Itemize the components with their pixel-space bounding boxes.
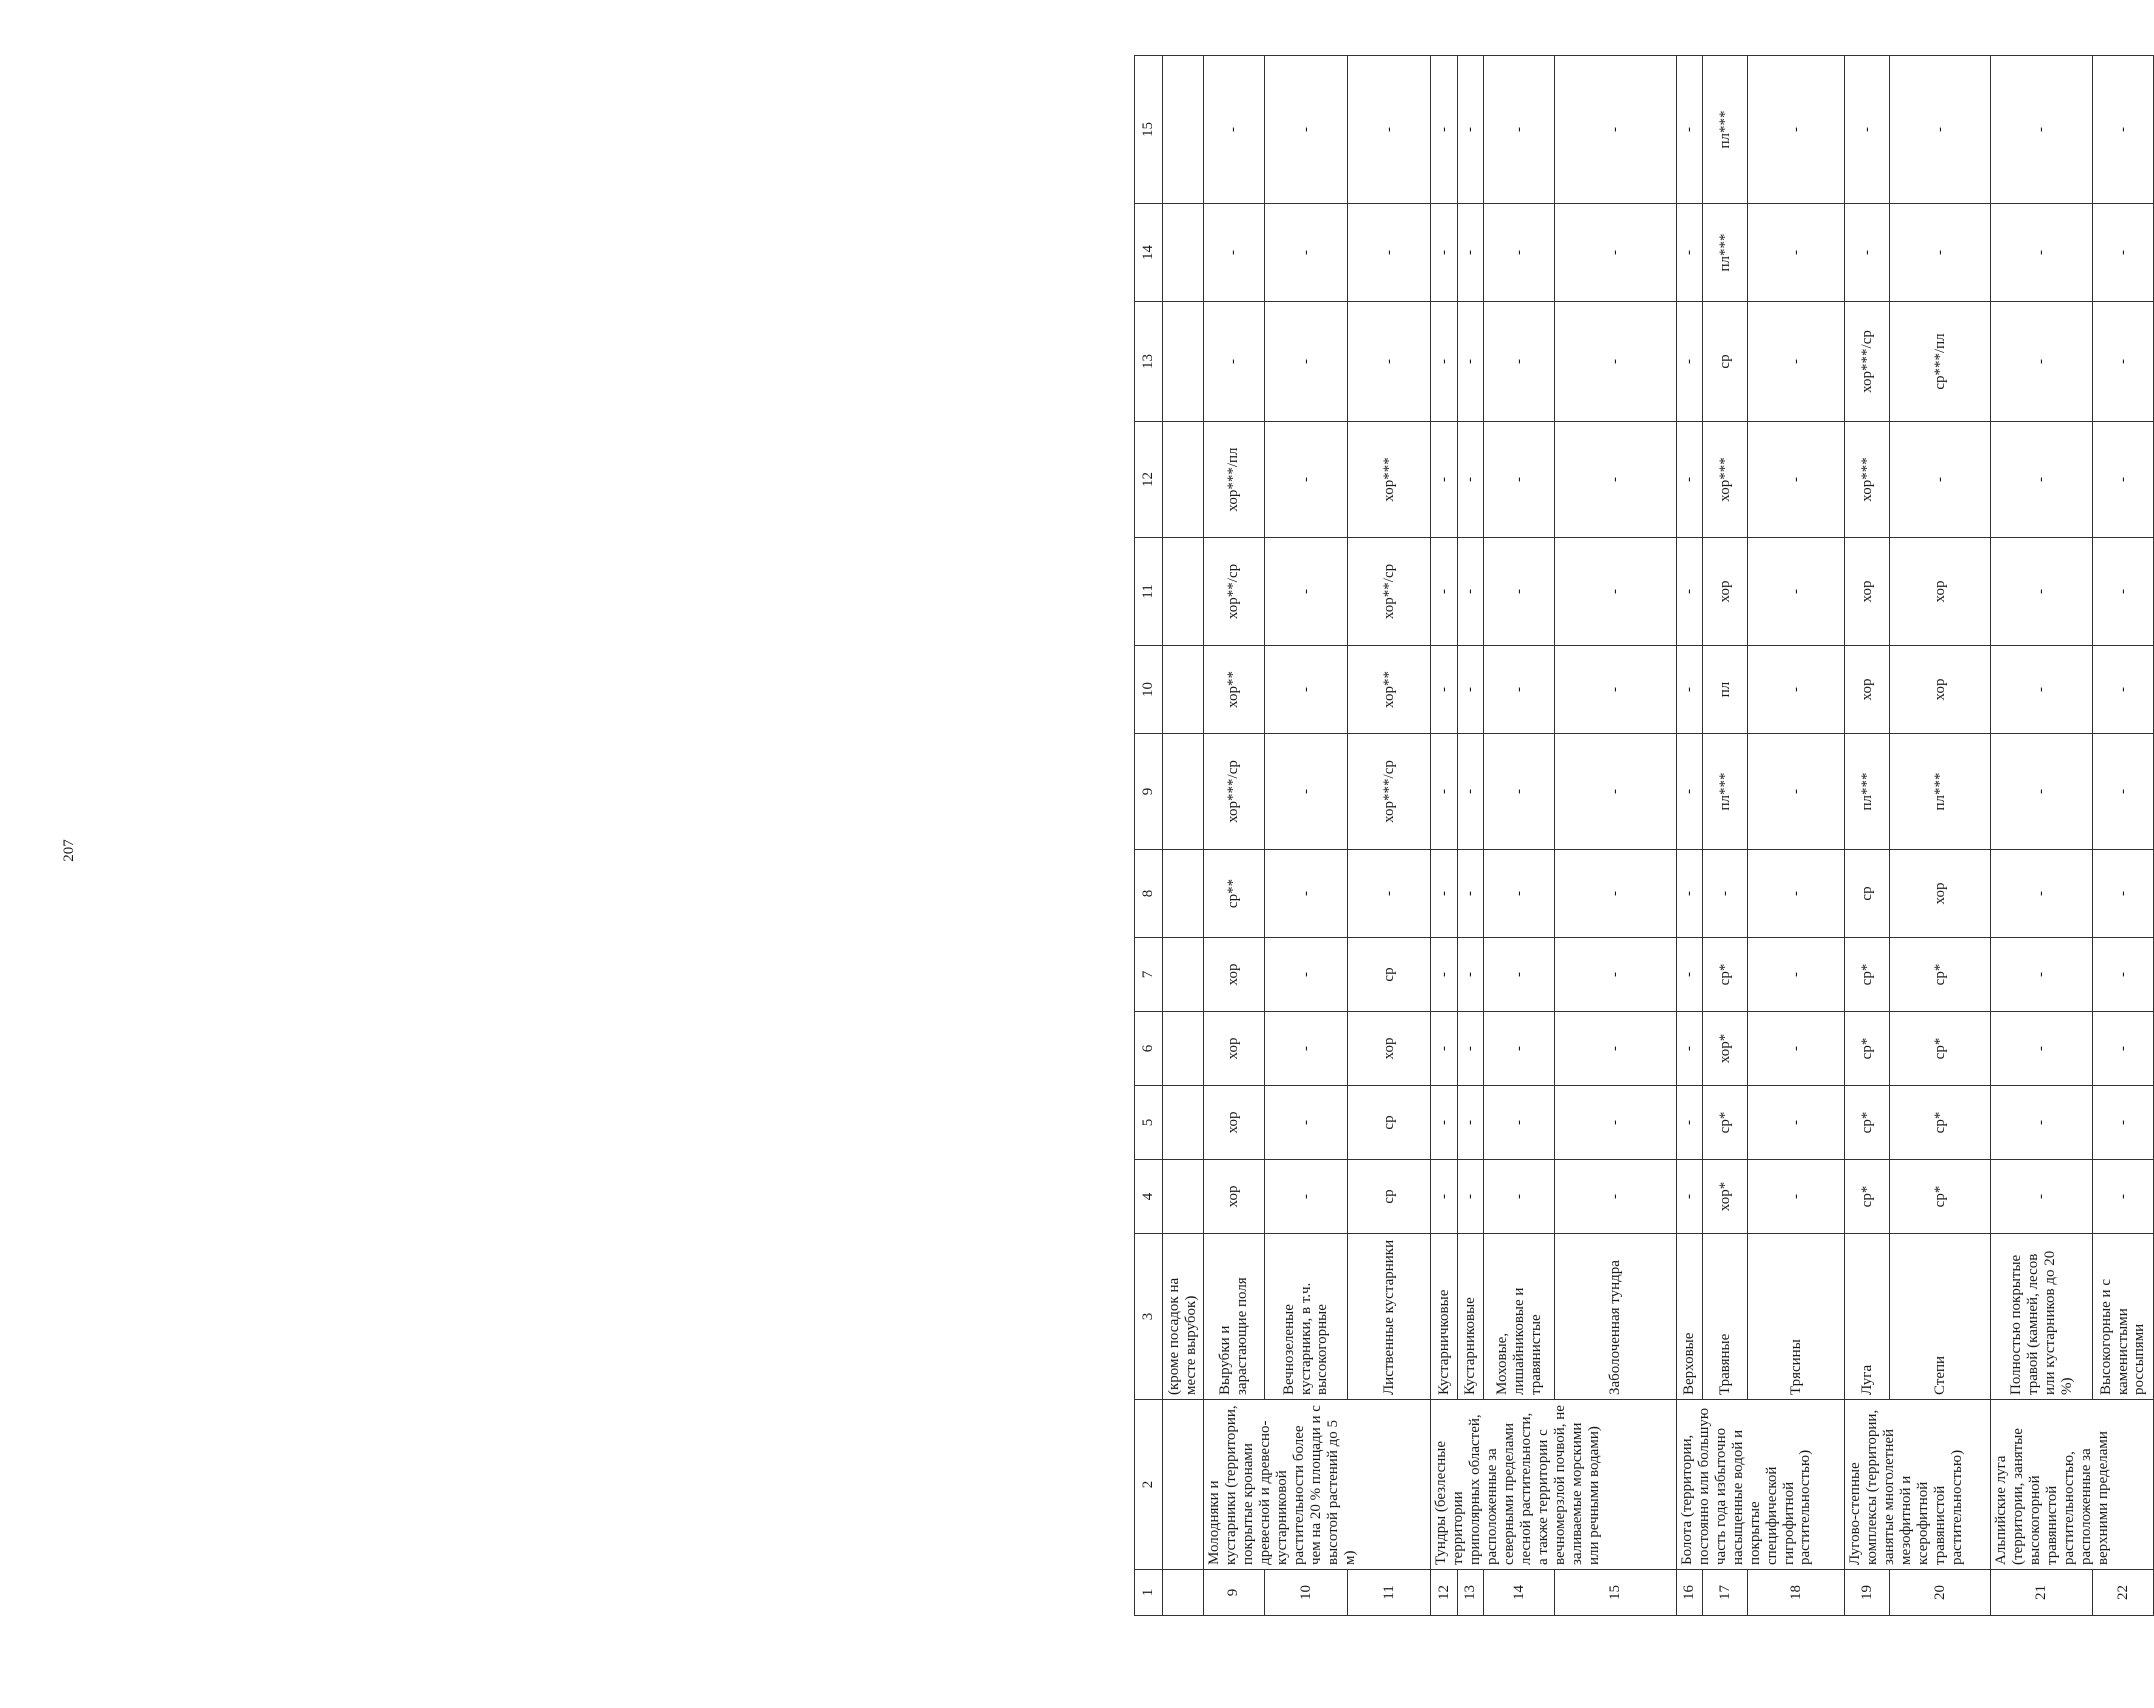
- table-row: [1845, 56, 1890, 1616]
- value-cell: -: [1431, 538, 1457, 646]
- value-cell: -: [1555, 938, 1677, 1012]
- value-cell: -: [1676, 1012, 1702, 1086]
- value-cell: -: [1484, 538, 1555, 646]
- value-cell: ср*: [1845, 1086, 1890, 1160]
- value-cell: -: [1348, 204, 1431, 302]
- value-cell: -: [2092, 538, 2153, 646]
- value-cell: -: [1264, 938, 1347, 1012]
- value-cell: -: [1457, 422, 1483, 538]
- value-cell: -: [1348, 850, 1431, 938]
- value-cell: хор***: [1845, 422, 1890, 538]
- header-cell: 10: [1135, 646, 1163, 734]
- row-number-cell: 15: [1555, 1570, 1677, 1616]
- value-cell: -: [1264, 646, 1347, 734]
- value-cell: -: [2092, 422, 2153, 538]
- header-cell: 15: [1135, 56, 1163, 204]
- value-cell: -: [1676, 938, 1702, 1012]
- value-cell: ср: [1348, 1086, 1431, 1160]
- value-cell: ср**: [1204, 850, 1265, 938]
- value-cell: -: [1484, 56, 1555, 204]
- value-cell: -: [1747, 1086, 1844, 1160]
- value-cell: -: [1991, 538, 2092, 646]
- value-cell: -: [1457, 646, 1483, 734]
- value-cell: ср*: [1845, 938, 1890, 1012]
- value-cell: -: [2092, 56, 2153, 204]
- subtype-cell: Полностью покрытые травой (камней, лесов или кустарников до 20 %): [1991, 1234, 2092, 1400]
- value-cell: -: [1457, 1012, 1483, 1086]
- value-cell: -: [2092, 302, 2153, 422]
- value-cell: -: [1484, 1086, 1555, 1160]
- value-cell: хор: [1204, 1086, 1265, 1160]
- value-cell: -: [1204, 56, 1265, 204]
- value-cell: -: [1457, 204, 1483, 302]
- category-cell: Альпийские луга (территории, занятые высокогорной травянистой растительностью, расположенные за верхними пределами: [1991, 1400, 2154, 1570]
- value-cell: хор: [1845, 538, 1890, 646]
- value-cell: -: [1264, 538, 1347, 646]
- value-cell: [1163, 1086, 1204, 1160]
- value-cell: хор: [1204, 1160, 1265, 1234]
- value-cell: -: [1204, 204, 1265, 302]
- value-cell: -: [1845, 204, 1890, 302]
- row-number-cell: 16: [1676, 1570, 1702, 1616]
- value-cell: -: [1431, 56, 1457, 204]
- value-cell: [1163, 1160, 1204, 1234]
- category-cell: Болота (территории, постоянно или большую часть года избыточно насыщенные водой и покрытые специфической гигрофитной растительностью): [1676, 1400, 1844, 1570]
- value-cell: -: [1484, 422, 1555, 538]
- value-cell: -: [1431, 1160, 1457, 1234]
- value-cell: -: [1555, 850, 1677, 938]
- subtype-cell: Кустарниковые: [1457, 1234, 1483, 1400]
- value-cell: -: [1555, 56, 1677, 204]
- value-cell: -: [1747, 1012, 1844, 1086]
- value-cell: ср*: [1845, 1012, 1890, 1086]
- value-cell: -: [1457, 302, 1483, 422]
- value-cell: [1163, 422, 1204, 538]
- value-cell: -: [1457, 1086, 1483, 1160]
- value-cell: -: [1457, 538, 1483, 646]
- value-cell: ср: [1348, 1160, 1431, 1234]
- value-cell: -: [1264, 204, 1347, 302]
- value-cell: -: [1747, 734, 1844, 850]
- value-cell: -: [1264, 850, 1347, 938]
- value-cell: -: [1991, 422, 2092, 538]
- value-cell: -: [1676, 1086, 1702, 1160]
- value-cell: [1163, 538, 1204, 646]
- value-cell: [1163, 734, 1204, 850]
- value-cell: хор***/ср: [1348, 734, 1431, 850]
- value-cell: пл: [1703, 646, 1748, 734]
- value-cell: -: [1555, 422, 1677, 538]
- value-cell: -: [1484, 646, 1555, 734]
- subtype-cell: Кустарничковые: [1431, 1234, 1457, 1400]
- table-row: [1204, 56, 1265, 1616]
- value-cell: -: [1991, 1160, 2092, 1234]
- value-cell: ср: [1703, 302, 1748, 422]
- value-cell: -: [1845, 56, 1890, 204]
- table-row: [1348, 56, 1431, 1616]
- value-cell: -: [1991, 734, 2092, 850]
- header-cell: 14: [1135, 204, 1163, 302]
- table-row: [2092, 56, 2153, 1616]
- category-cell: Молодняки и кустарники (территории, покрытые кронами древесной и древесно-кустарниковой растительности более чем на 20 % площади и с высотой растений до 5 м): [1204, 1400, 1431, 1570]
- value-cell: -: [1676, 204, 1702, 302]
- value-cell: хор**/ср: [1348, 538, 1431, 646]
- value-cell: хор*: [1703, 1012, 1748, 1086]
- value-cell: -: [1747, 422, 1844, 538]
- value-cell: хор**/ср: [1204, 538, 1265, 646]
- row-number-cell: 11: [1348, 1570, 1431, 1616]
- value-cell: -: [1676, 850, 1702, 938]
- row-number-cell: 14: [1484, 1570, 1555, 1616]
- value-cell: -: [1484, 850, 1555, 938]
- value-cell: -: [1890, 204, 1991, 302]
- header-cell: 1: [1135, 1570, 1163, 1616]
- value-cell: -: [1348, 302, 1431, 422]
- value-cell: -: [1676, 1160, 1702, 1234]
- value-cell: -: [1747, 204, 1844, 302]
- value-cell: -: [1431, 938, 1457, 1012]
- value-cell: [1163, 938, 1204, 1012]
- value-cell: -: [1747, 302, 1844, 422]
- value-cell: -: [1747, 646, 1844, 734]
- value-cell: пл***: [1703, 204, 1748, 302]
- header-cell: 9: [1135, 734, 1163, 850]
- value-cell: пл***: [1845, 734, 1890, 850]
- value-cell: -: [1484, 734, 1555, 850]
- value-cell: -: [1457, 56, 1483, 204]
- header-cell: 6: [1135, 1012, 1163, 1086]
- value-cell: -: [1457, 1160, 1483, 1234]
- value-cell: -: [1991, 850, 2092, 938]
- value-cell: -: [1457, 850, 1483, 938]
- value-cell: -: [1676, 56, 1702, 204]
- category-cell: Тундры (безлесные территории приполярных областей, расположенные за северными пределами лесной растительности, а также территории с вечномерзлой почвой, не заливаемые морскими или речными водами): [1431, 1400, 1677, 1570]
- value-cell: -: [1991, 302, 2092, 422]
- row-number-cell: 9: [1204, 1570, 1265, 1616]
- header-cell: 12: [1135, 422, 1163, 538]
- value-cell: -: [1555, 1160, 1677, 1234]
- value-cell: хор: [1890, 850, 1991, 938]
- vegetation-table: [1134, 55, 2154, 1616]
- value-cell: -: [1676, 538, 1702, 646]
- value-cell: -: [1484, 204, 1555, 302]
- table-row: [1747, 56, 1844, 1616]
- subtype-cell: Трясины: [1747, 1234, 1844, 1400]
- value-cell: -: [1431, 1086, 1457, 1160]
- header-cell: 5: [1135, 1086, 1163, 1160]
- value-cell: -: [1264, 56, 1347, 204]
- table-row: [1163, 56, 1204, 1616]
- value-cell: -: [1484, 1160, 1555, 1234]
- value-cell: [1163, 850, 1204, 938]
- value-cell: -: [1431, 204, 1457, 302]
- value-cell: -: [1676, 422, 1702, 538]
- row-number-cell: 20: [1890, 1570, 1991, 1616]
- subtype-cell: Моховые, лишайниковые и травянистые: [1484, 1234, 1555, 1400]
- value-cell: хор: [1890, 538, 1991, 646]
- value-cell: -: [1264, 734, 1347, 850]
- subtype-cell: Высокогорные и с каменистыми россыпями: [2092, 1234, 2153, 1400]
- header-cell: 7: [1135, 938, 1163, 1012]
- table-row: [1264, 56, 1347, 1616]
- value-cell: хор**: [1204, 646, 1265, 734]
- value-cell: -: [1264, 422, 1347, 538]
- row-number-cell: [1163, 1570, 1204, 1616]
- value-cell: -: [1264, 1086, 1347, 1160]
- subtype-cell: Вырубки и зарастающие поля: [1204, 1234, 1265, 1400]
- value-cell: хор: [1890, 646, 1991, 734]
- value-cell: -: [1890, 56, 1991, 204]
- table-row: [1991, 56, 2092, 1616]
- value-cell: -: [1431, 850, 1457, 938]
- subtype-cell: Степи: [1890, 1234, 1991, 1400]
- value-cell: -: [1555, 1086, 1677, 1160]
- value-cell: -: [1204, 302, 1265, 422]
- value-cell: -: [1991, 204, 2092, 302]
- value-cell: -: [1484, 1012, 1555, 1086]
- value-cell: пл***: [1890, 734, 1991, 850]
- value-cell: ср: [1845, 850, 1890, 938]
- value-cell: -: [1991, 646, 2092, 734]
- table-row: [1555, 56, 1677, 1616]
- table-row: [1431, 56, 1457, 1616]
- value-cell: -: [1991, 1012, 2092, 1086]
- subtype-cell: (кроме посадок на месте вырубок): [1163, 1234, 1204, 1400]
- value-cell: хор: [1204, 1012, 1265, 1086]
- header-row: [1135, 56, 1163, 1616]
- value-cell: -: [1457, 734, 1483, 850]
- value-cell: [1163, 1012, 1204, 1086]
- value-cell: -: [1484, 302, 1555, 422]
- value-cell: [1163, 204, 1204, 302]
- value-cell: хор***: [1348, 422, 1431, 538]
- value-cell: хор: [1845, 646, 1890, 734]
- value-cell: ср*: [1703, 938, 1748, 1012]
- value-cell: пл***: [1703, 56, 1748, 204]
- value-cell: -: [1555, 538, 1677, 646]
- value-cell: -: [1890, 422, 1991, 538]
- value-cell: [1163, 302, 1204, 422]
- header-cell: 4: [1135, 1160, 1163, 1234]
- value-cell: хор**: [1348, 646, 1431, 734]
- row-number-cell: 22: [2092, 1570, 2153, 1616]
- value-cell: -: [1431, 302, 1457, 422]
- row-number-cell: 13: [1457, 1570, 1483, 1616]
- value-cell: хор*: [1703, 1160, 1748, 1234]
- value-cell: -: [1747, 538, 1844, 646]
- value-cell: -: [1703, 850, 1748, 938]
- header-cell: 13: [1135, 302, 1163, 422]
- table-row: [1703, 56, 1748, 1616]
- value-cell: -: [1457, 938, 1483, 1012]
- value-cell: ср*: [1890, 938, 1991, 1012]
- value-cell: -: [1991, 56, 2092, 204]
- value-cell: -: [1747, 938, 1844, 1012]
- value-cell: -: [1555, 646, 1677, 734]
- table-row: [1890, 56, 1991, 1616]
- value-cell: -: [1484, 938, 1555, 1012]
- value-cell: -: [1264, 1160, 1347, 1234]
- value-cell: ср*: [1845, 1160, 1890, 1234]
- category-cell: Лугово-степные комплексы (территории, занятые многолетней мезофитной и ксерофитной травянистой растительностью): [1845, 1400, 1991, 1570]
- value-cell: -: [1676, 302, 1702, 422]
- value-cell: пл***: [1703, 734, 1748, 850]
- value-cell: ср: [1348, 938, 1431, 1012]
- value-cell: -: [1991, 938, 2092, 1012]
- value-cell: -: [2092, 938, 2153, 1012]
- header-cell: 11: [1135, 538, 1163, 646]
- value-cell: -: [1264, 302, 1347, 422]
- value-cell: [1163, 646, 1204, 734]
- table-row: [1457, 56, 1483, 1616]
- row-number-cell: 18: [1747, 1570, 1844, 1616]
- value-cell: -: [2092, 646, 2153, 734]
- row-number-cell: 19: [1845, 1570, 1890, 1616]
- row-number-cell: 12: [1431, 1570, 1457, 1616]
- value-cell: -: [2092, 1160, 2153, 1234]
- value-cell: -: [1431, 646, 1457, 734]
- value-cell: -: [2092, 204, 2153, 302]
- value-cell: хор: [1348, 1012, 1431, 1086]
- row-number-cell: 21: [1991, 1570, 2092, 1616]
- value-cell: хор***/пл: [1204, 422, 1265, 538]
- header-cell: 3: [1135, 1234, 1163, 1400]
- value-cell: -: [2092, 850, 2153, 938]
- value-cell: ср*: [1890, 1086, 1991, 1160]
- value-cell: ср*: [1890, 1012, 1991, 1086]
- value-cell: ср*: [1703, 1086, 1748, 1160]
- value-cell: -: [1348, 56, 1431, 204]
- value-cell: -: [1747, 1160, 1844, 1234]
- value-cell: -: [1555, 204, 1677, 302]
- value-cell: -: [1747, 56, 1844, 204]
- value-cell: -: [1676, 734, 1702, 850]
- row-number-cell: 10: [1264, 1570, 1347, 1616]
- value-cell: -: [2092, 1086, 2153, 1160]
- value-cell: [1163, 56, 1204, 204]
- value-cell: -: [1555, 1012, 1677, 1086]
- category-cell-empty: [1163, 1400, 1204, 1570]
- value-cell: -: [2092, 734, 2153, 850]
- subtype-cell: Луга: [1845, 1234, 1890, 1400]
- rotated-table-wrapper: [1134, 56, 2154, 1616]
- value-cell: -: [1555, 302, 1677, 422]
- value-cell: -: [2092, 1012, 2153, 1086]
- table-row: [1676, 56, 1702, 1616]
- value-cell: -: [1431, 1012, 1457, 1086]
- page-number: 207: [60, 839, 77, 862]
- header-cell: 2: [1135, 1400, 1163, 1570]
- value-cell: -: [1747, 850, 1844, 938]
- value-cell: хор***: [1703, 422, 1748, 538]
- value-cell: -: [1431, 734, 1457, 850]
- value-cell: хор: [1204, 938, 1265, 1012]
- value-cell: -: [1431, 422, 1457, 538]
- row-number-cell: 17: [1703, 1570, 1748, 1616]
- value-cell: хор***/ср: [1204, 734, 1265, 850]
- subtype-cell: Лиственные кустарники: [1348, 1234, 1431, 1400]
- header-cell: 8: [1135, 850, 1163, 938]
- subtype-cell: Вечнозеленые кустарники, в т.ч. высокогорные: [1264, 1234, 1347, 1400]
- subtype-cell: Травяные: [1703, 1234, 1748, 1400]
- value-cell: -: [1676, 646, 1702, 734]
- value-cell: -: [1991, 1086, 2092, 1160]
- value-cell: ср*: [1890, 1160, 1991, 1234]
- subtype-cell: Заболоченная тундра: [1555, 1234, 1677, 1400]
- subtype-cell: Верховые: [1676, 1234, 1702, 1400]
- table-row: [1484, 56, 1555, 1616]
- value-cell: -: [1264, 1012, 1347, 1086]
- value-cell: хор***/ср: [1845, 302, 1890, 422]
- value-cell: -: [1555, 734, 1677, 850]
- value-cell: ср***/пл: [1890, 302, 1991, 422]
- value-cell: хор: [1703, 538, 1748, 646]
